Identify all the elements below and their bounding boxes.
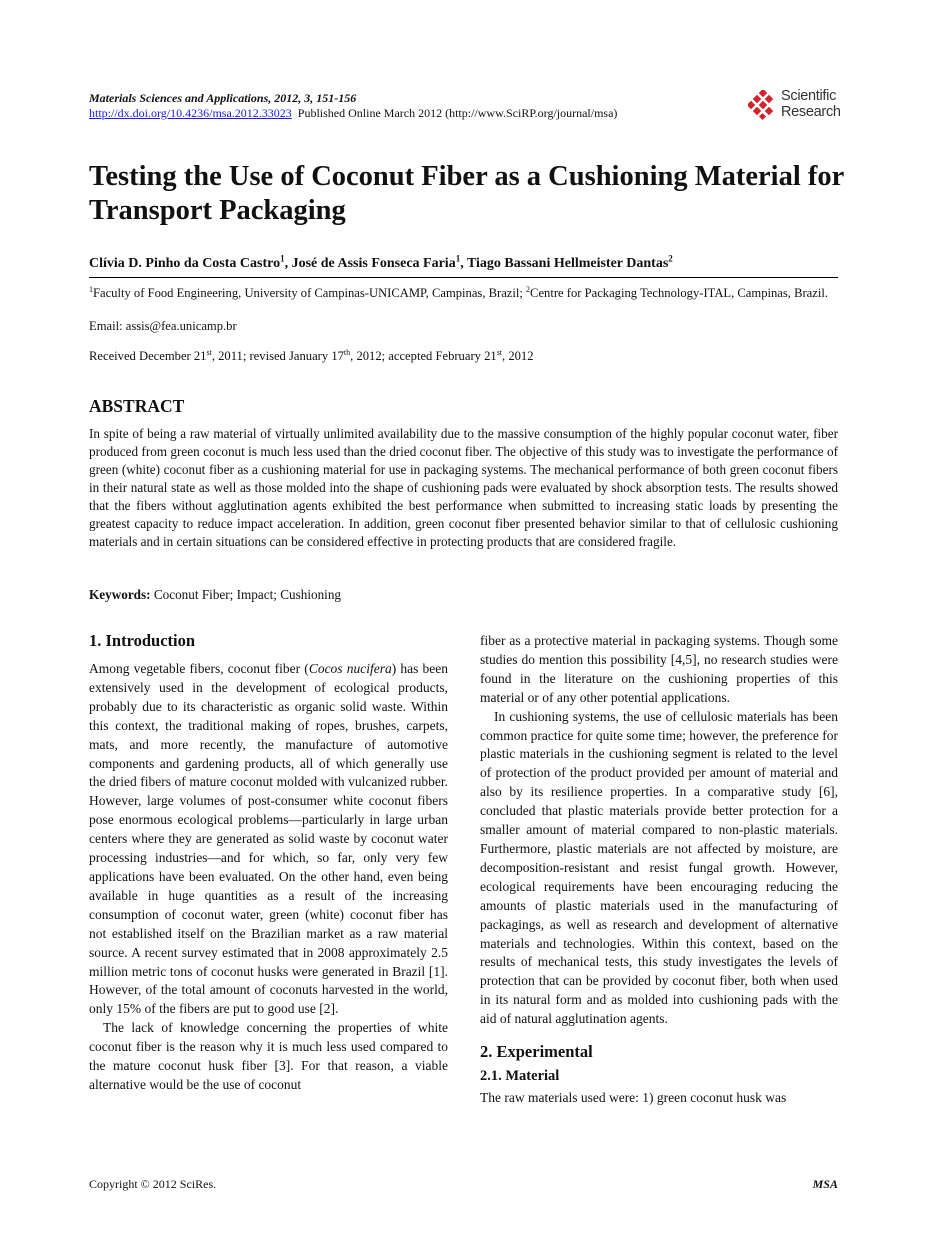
affiliation-2: Centre for Packaging Technology-ITAL, Campinas, Brazil. <box>530 286 828 300</box>
footer-journal-abbr: MSA <box>812 1177 838 1191</box>
experimental-heading: 2. Experimental <box>480 1042 593 1062</box>
material-heading: 2.1. Material <box>480 1068 560 1085</box>
logo-line-2: Research <box>781 104 841 120</box>
author-name: Tiago Bassani Hellmeister Dantas <box>466 256 669 271</box>
author-name: Clívia D. Pinho da Costa Castro <box>89 256 281 271</box>
body-column-left <box>89 630 448 1095</box>
introduction-paragraph-2: The lack of knowledge concerning the properties of white coconut fiber is the reason why it is much less used compared to the mature coconut husk fiber [3]. For that reason, a viable alternative would be the use of coconut <box>89 1020 448 1092</box>
author-affiliation-mark: 2 <box>668 253 673 264</box>
author-affiliation-mark: 1 <box>280 253 285 264</box>
introduction-paragraph-3: fiber as a protective material in packaging systems. Though some studies do mention this possibility [4,5], no research studies were found in the literature on the cushioning properties of this material or of any other potential applications. <box>480 633 838 705</box>
affiliations: $^1$Faculty of Food Engineering, University of Campinas-UNICAMP, Campinas, Brazil; $^2$Centre for Packaging Technology-ITAL, Campinas, Brazil. <box>89 284 828 300</box>
doi-line <box>89 106 617 120</box>
received-dates: Received December 21st, 2011; revised January 17th, 2012; accepted February 21st, 2012 <box>89 347 534 363</box>
introduction-heading: 1. Introduction <box>89 631 196 650</box>
publisher-logo <box>748 88 843 124</box>
published-online: Published Online March 2012 (http://www.SciRP.org/journal/msa) <box>297 106 618 120</box>
introduction-paragraph-1: Among vegetable fibers, coconut fiber (Cocos nucifera) has been extensively used in the development of ecological products, probably due to its characteristic as organic solid waste. Within this context, the traditional making of ropes, brushes, carpets, mats, and more recently, the manufacture of automotive components and gardening products, all of which generally use the dried fibers of mature coconut molded with vulcanized rubber. However, large volumes of post-consumer white coconut fibers pose enormous ecological problems—particularly in large urban centers where they are generated as solid waste by coconut water processing industries—and for which, so far, only very few applications have been evaluated. On the other hand, even being available in huge quantities as a result of the increasing consumption of coconut water, green (white) coconut fiber has not established itself on the Brazilian market as a raw material source. A recent survey estimated that in 2008 approximately 2.5 million metric tons of coconut husks were generated in Brazil [1]. However, of the total amount of coconuts harvested in the world, only 15% of the fibers are put to good use [2]. <box>89 661 448 1017</box>
logo-line-1: Scientific <box>781 88 837 104</box>
title-divider <box>89 277 838 278</box>
material-paragraph: The raw materials used were: 1) green coconut husk was <box>480 1090 787 1106</box>
journal-citation <box>89 91 356 105</box>
publisher-logo-text <box>781 88 841 120</box>
keywords <box>89 586 341 604</box>
doi-link[interactable]: http://dx.doi.org/10.4236/msa.2012.33023 <box>89 106 292 120</box>
abstract-heading: ABSTRACT <box>89 396 185 416</box>
journal-name: Materials Sciences and Applications <box>89 91 269 105</box>
scientific-research-logo-icon <box>748 90 778 120</box>
abstract-text: In spite of being a raw material of virtually unlimited availability due to the massive consumption of the highly popular coconut water, fiber produced from green coconut is much less used than the dried coconut fiber. The objective of this study was to investigate the performance of green (white) coconut fiber as a cushioning material for use in packaging systems. The mechanical performance of both green coconut fibers in their natural state as well as those molded into the shape of cushioning pads were evaluated by shock absorption tests. The results showed that the fibers without agglutination agents exhibited the best performance when submitted to increasing static loads by presenting the greatest capacity to reduce impact acceleration. In addition, green coconut fiber presented behavior similar to that of cellulosic cushioning materials and in certain situations can be considered effective in protecting products that are considered fragile. <box>89 426 838 549</box>
body-column-right <box>480 632 838 1108</box>
contact-email: Email: assis@fea.unicamp.br <box>89 319 237 333</box>
affiliation-1: Faculty of Food Engineering, University of Campinas-UNICAMP, Campinas, Brazil; <box>93 286 527 300</box>
keywords-list: Coconut Fiber; Impact; Cushioning <box>150 587 342 602</box>
introduction-paragraph-4: In cushioning systems, the use of cellulosic materials has been common practice for quite some time; however, the preference for plastic materials in the cushioning segment is related to the level of protection of the product provided per amount of material and also by its resilience properties. In a comparative study [6], concluded that plastic materials provide better protection for a smaller amount of material compared to non-plastic materials. Furthermore, plastic materials are not affected by moisture, are decomposition-resistant and resist fungal growth. However, ecological requirements have been encouraging reducing the amounts of plastic materials used in the manufacturing of packagings, as well as research and development of alternative materials and technologies. Within this context, based on the results of mechanical tests, this study investigates the levels of protection that can be provided by coconut fiber, both when used in its natural form and as molded into cushioning pads with the aid of natural agglutination agents. <box>480 708 838 1027</box>
article-title: Testing the Use of Coconut Fiber as a Cushioning Material for Transport Packaging <box>89 161 844 226</box>
author-name: José de Assis Fonseca Faria <box>291 256 456 271</box>
author-list: Clívia D. Pinho da Costa Castro$^1$, José de Assis Fonseca Faria$^1$, Tiago Bassani Hellmeister Dantas$^2$ <box>89 253 673 271</box>
journal-volume-pages: , 2012, 3, 151-156 <box>268 91 357 105</box>
footer-copyright: Copyright © 2012 SciRes. <box>89 1177 217 1191</box>
author-affiliation-mark: 1 <box>455 253 461 264</box>
keywords-label: Keywords: <box>89 587 151 602</box>
species-name: Cocos nucifera <box>308 661 392 676</box>
